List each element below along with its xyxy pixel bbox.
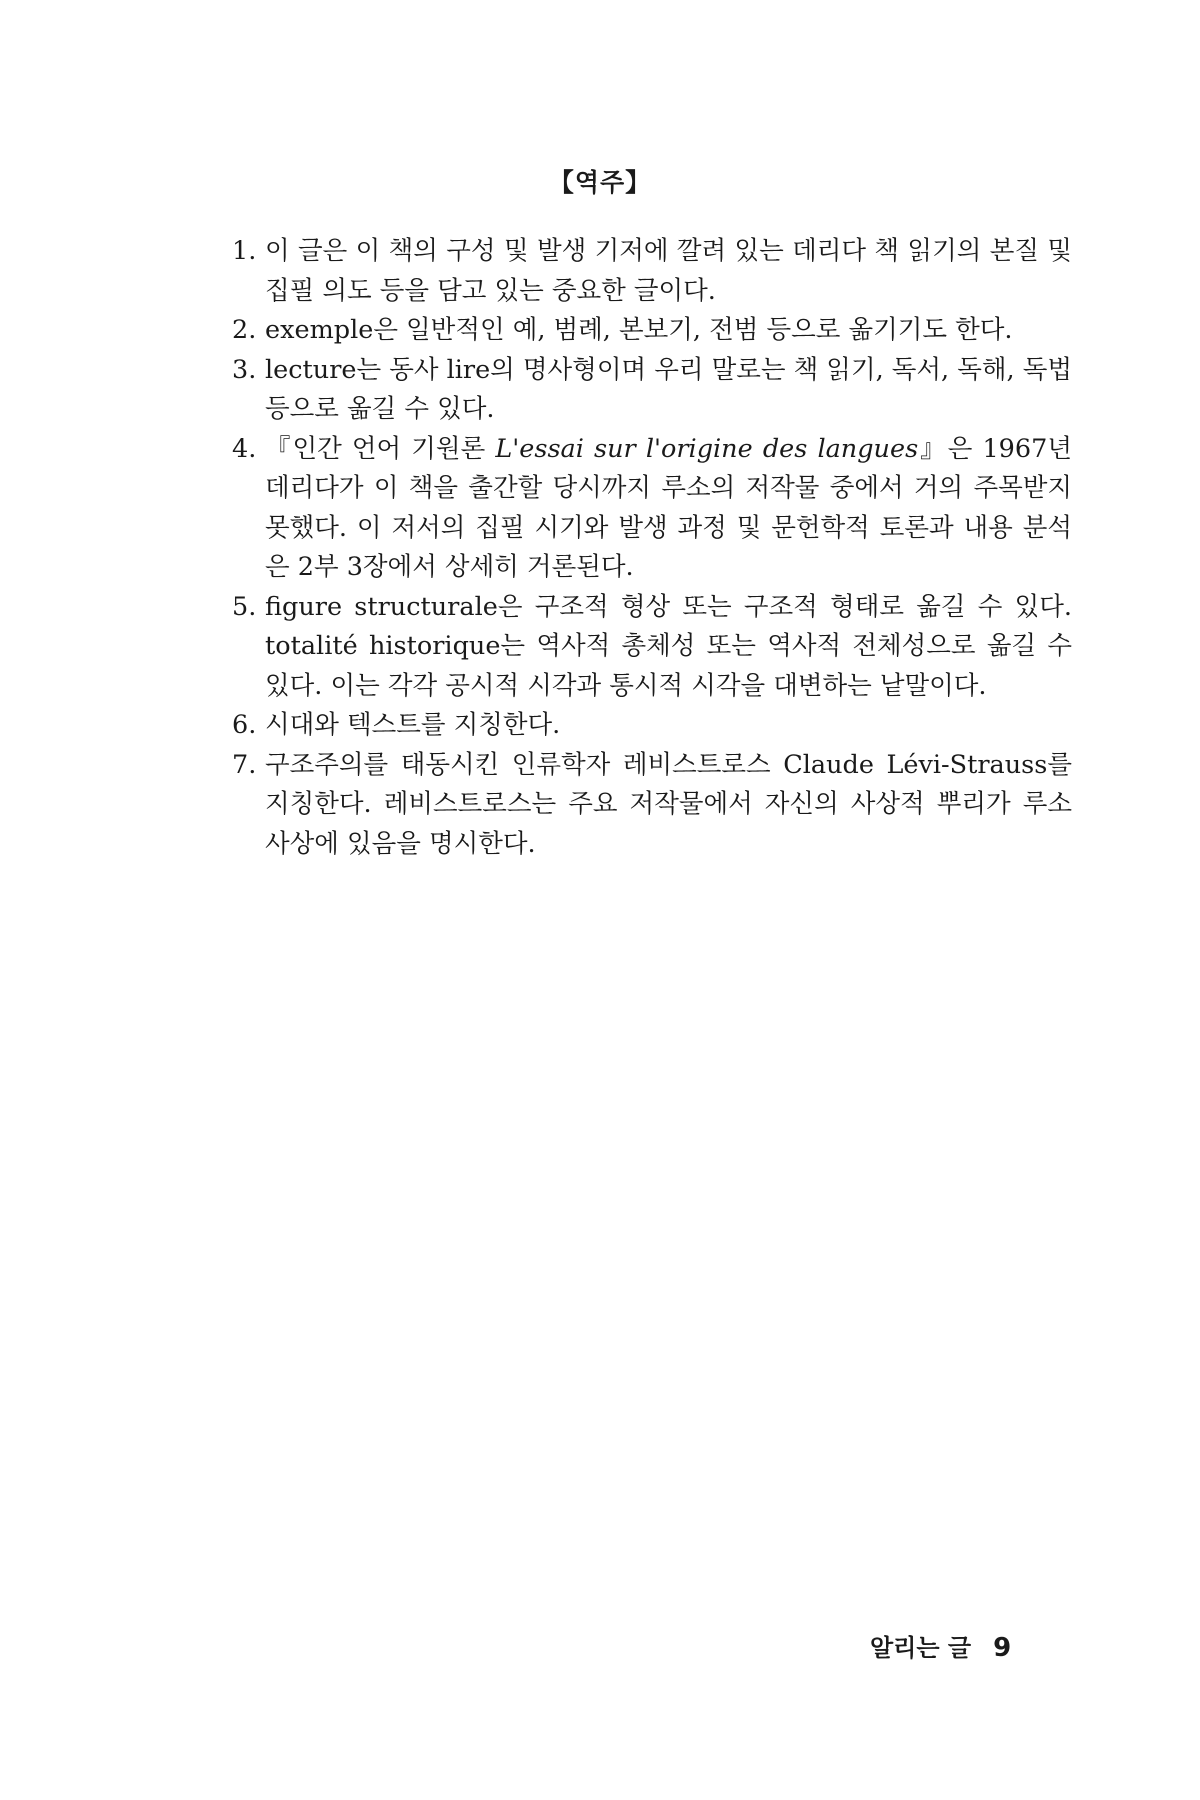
note-item-7 [232,746,1072,865]
note-item-2 [232,311,1072,351]
note-item-3 [232,351,1072,430]
note-number: 6. [232,710,257,740]
page-footer [870,1628,1011,1663]
book-title-korean: 『인간 언어 기원론 [265,433,496,464]
note-text: 시대와 텍스트를 지칭한다. [265,710,561,740]
translator-notes-list [232,232,1072,864]
page-number: 9 [993,1633,1012,1663]
note-item-4 [232,430,1072,588]
running-section-title: 알리는 글 [870,1634,972,1662]
book-title-french: L'essai sur l'origine des langues [495,433,919,464]
note-number: 1. [232,236,257,266]
note-text: figure structurale은 구조적 형상 또는 구조적 형태로 옮길 수 있다. totalité historique는 역사적 총체성 또는 역사적 전체성으로 옮길 수 있다. 이는 각각 공시적 시각과 통시적 시각을 대변하는 낱말이다. [265,591,1072,701]
note-item-6 [232,706,1072,746]
note-item-1 [232,232,1072,311]
note-item-5 [232,588,1072,707]
note-number: 3. [232,354,257,385]
note-number: 2. [232,315,257,345]
note-text [265,430,1072,588]
note-number: 5. [232,591,257,622]
note-text: exemple은 일반적인 예, 범례, 본보기, 전범 등으로 옮기기도 한다. [265,315,1013,345]
note-text-continued: 』은 1967년 데리다가 이 책을 출간할 당시까지 루소의 저작물 중에서 거의 주목받지 못했다. 이 저서의 집필 시기와 발생 과정 및 문헌학적 토론과 내용 분석은 2부 3장에서 상세히 거론된다. [265,433,1072,582]
notes-heading: 【역주】 [548,168,652,197]
note-text: 이 글은 이 책의 구성 및 발생 기저에 깔려 있는 데리다 책 읽기의 본질 및 집필 의도 등을 담고 있는 중요한 글이다. [265,236,1072,306]
note-number: 7. [232,749,257,780]
note-text: 구조주의를 태동시킨 인류학자 레비스트로스 Claude Lévi-Strauss를 지칭한다. 레비스트로스는 주요 저작물에서 자신의 사상적 뿌리가 루소 사상에 있음을 명시한다. [265,749,1072,859]
note-number: 4. [232,433,257,464]
note-text: lecture는 동사 lire의 명사형이며 우리 말로는 책 읽기, 독서, 독해, 독법 등으로 옮길 수 있다. [265,354,1073,424]
